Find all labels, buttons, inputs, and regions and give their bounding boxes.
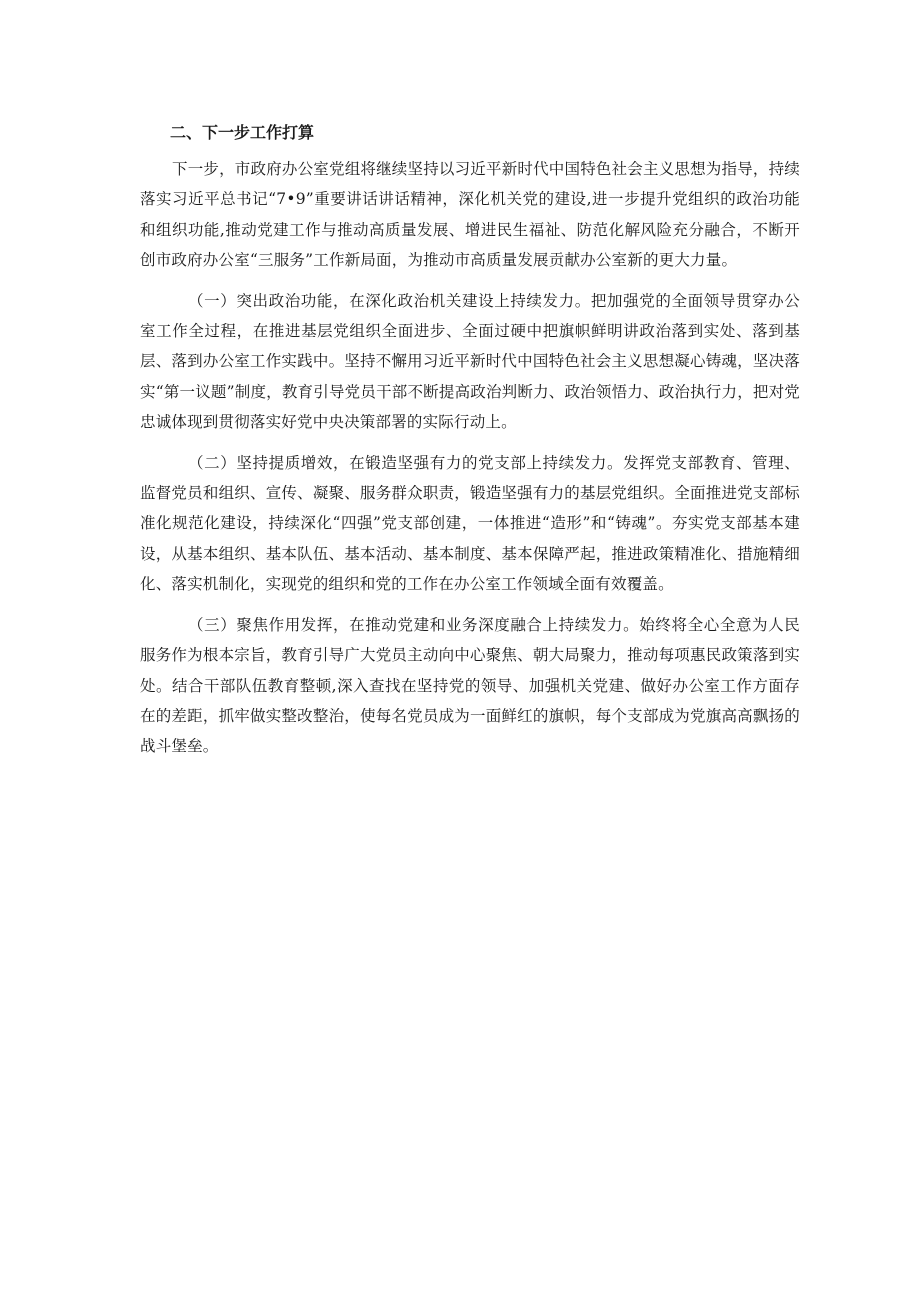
paragraph-quality-efficiency: （二）坚持提质增效，在锻造坚强有力的党支部上持续发力。发挥党支部教育、管理、监督党员和组织、宣传、凝聚、服务群众职责，锻造坚强有力的基层党组织。全面推进党支部标准化规范化建设，持续深化“四强”党支部创建，一体推进“造形”和“铸魂”。夯实党支部基本建设，从基本组织、基本队伍、基本活动、基本制度、基本保障严起，推进政策精准化、措施精细化、落实机制化，实现党的组织和党的工作在办公室工作领域全面有效覆盖。 <box>140 453 800 594</box>
intro-paragraph: 下一步，市政府办公室党组将继续坚持以习近平新时代中国特色社会主义思想为指导，持续落实习近平总书记“7•9”重要讲话讲话精神，深化机关党的建设,进一步提升党组织的政治功能和组织功能,推动党建工作与推动高质量发展、增进民生福祉、防范化解风险充分融合，不断开创市政府办公室“三服务”工作新局面，为推动市高质量发展贡献办公室新的更大力量。 <box>140 160 801 270</box>
section-heading: 二、下一步工作打算 <box>170 123 315 142</box>
document-body <box>140 118 800 772</box>
paragraph-role-integration: （三）聚焦作用发挥，在推动党建和业务深度融合上持续发力。始终将全心全意为人民服务作为根本宗旨，教育引导广大党员主动向中心聚焦、朝大局聚力，推动每项惠民政策落到实处。结合干部队伍教育整顿,深入查找在坚持党的领导、加强机关党建、做好办公室工作方面存在的差距，抓牢做实整改整治，使每名党员成为一面鲜红的旗帜，每个支部成为党旗高高飘扬的战斗堡垒。 <box>140 615 800 756</box>
paragraph-political-function: （一）突出政治功能，在深化政治机关建设上持续发力。把加强党的全面领导贯穿办公室工作全过程，在推进基层党组织全面进步、全面过硬中把旗帜鲜明讲政治落到实处、落到基层、落到办公室工作实践中。坚持不懈用习近平新时代中国特色社会主义思想凝心铸魂，坚决落实“第一议题”制度，教育引导党员干部不断提高政治判断力、政治领悟力、政治执行力，把对党忠诚体现到贯彻落实好党中央决策部署的实际行动上。 <box>140 291 800 432</box>
